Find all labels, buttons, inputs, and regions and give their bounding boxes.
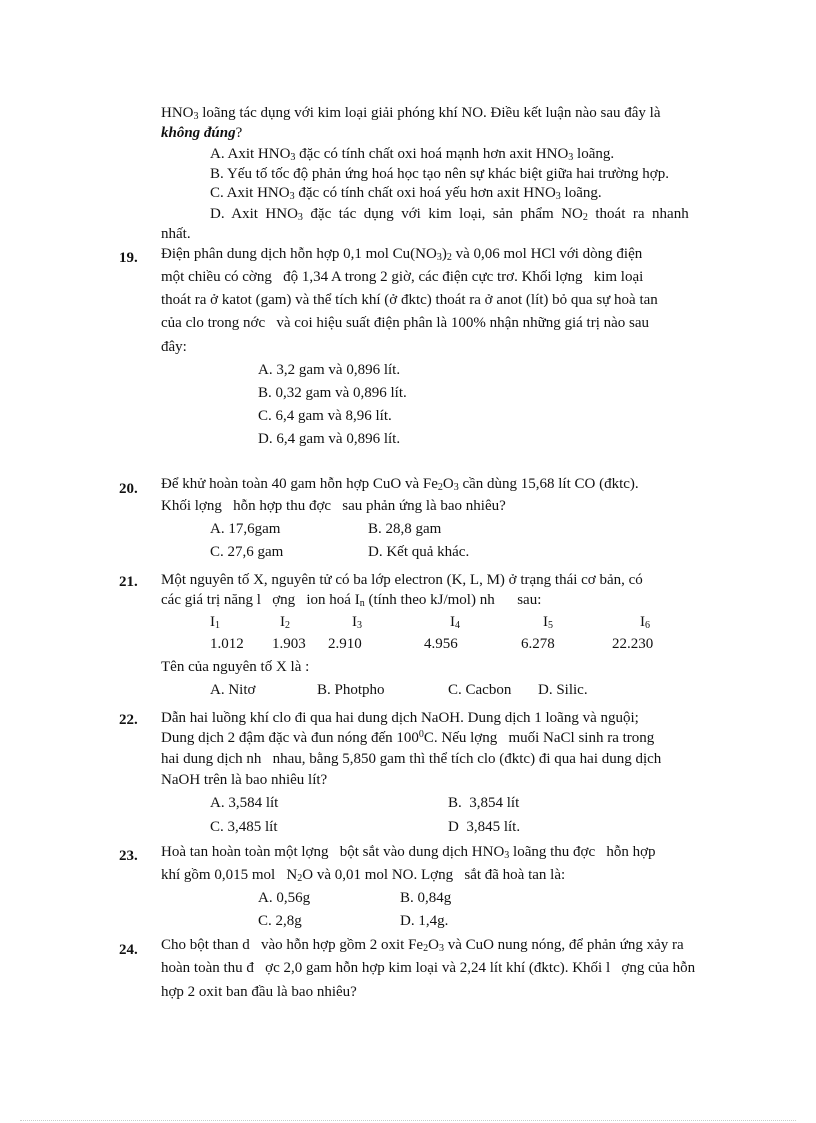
ionization-value-5: 6.278 <box>521 636 555 652</box>
q23-option-c: C. 2,8g <box>258 913 302 929</box>
q23-line2: khí gồm 0,015 mol $N_2O$ và 0,01 mol NO. Lợng sắt đã hoà tan là: <box>161 867 566 884</box>
q21-option-b: B. Photpho <box>317 682 385 698</box>
q18-option-d-line2: nhất. <box>161 226 191 242</box>
q22-option-c: C. 3,485 lít <box>210 819 278 835</box>
q21-line2: các giá trị năng l ợng ion hoá $I_n$ (tính theo kJ/mol) nh sau: <box>161 592 542 609</box>
q18-stem-line1: $HNO_3$ loãng tác dụng với kim loại giải phóng khí NO. Điều kết luận nào sau đây là <box>161 105 661 122</box>
q24-number: 24. <box>119 942 138 958</box>
q23-option-a: A. 0,56g <box>258 890 311 906</box>
q24-line3: hợp 2 oxit ban đầu là bao nhiêu? <box>161 984 357 1000</box>
ionization-header-1: $I_1$ <box>210 614 220 631</box>
q18-option-d: D. Axit $HNO_3$ đặc tác dụng với kim loại, sản phẩm $NO_2$ thoát ra nhanh <box>210 206 689 223</box>
q23-line1: Hoà tan hoàn toàn một lợng bột sắt vào dung dịch $HNO_3$ loãng thu đợc hỗn hợp <box>161 844 656 861</box>
q19-line4: của clo trong nớc và coi hiệu suất điện phân là 100% nhận những giá trị nào sau <box>161 315 650 331</box>
q19-option-a: A. 3,2 gam và 0,896 lít. <box>258 362 401 378</box>
q21-option-d: D. Silic. <box>538 682 588 698</box>
q19-option-c: C. 6,4 gam và 8,96 lít. <box>258 408 392 424</box>
q21-option-c: C. Cacbon <box>448 682 512 698</box>
q21-line1: Một nguyên tố X, nguyên tử có ba lớp electron (K, L, M) ở trạng thái cơ bản, có <box>161 572 643 588</box>
q23-number: 23. <box>119 848 138 864</box>
q18-stem-line2: không đúng? <box>161 125 243 141</box>
ionization-value-2: 1.903 <box>272 636 306 652</box>
q24-line2: hoàn toàn thu đ ợc 2,0 gam hỗn hợp kim loại và 2,24 lít khí (đktc). Khối l ợng của hỗn <box>161 960 696 976</box>
q22-line3: hai dung dịch nh nhau, bằng 5,850 gam thì thể tích clo (đktc) đi qua hai dung dịch <box>161 751 662 767</box>
q22-line4: NaOH trên là bao nhiêu lít? <box>161 772 328 788</box>
q18-option-c: C. Axit $HNO_3$ đặc có tính chất oxi hoá yếu hơn axit $HNO_3$ loãng. <box>210 185 602 202</box>
q22-line2: Dung dịch 2 đậm đặc và đun nóng đến $100^0C$. Nếu lợng muối NaCl sinh ra trong <box>161 729 655 746</box>
q23-option-b: B. 0,84g <box>400 890 452 906</box>
q20-option-d: D. Kết quả khác. <box>368 544 470 560</box>
q20-line1: Để khử hoàn toàn 40 gam hỗn hợp CuO và $Fe_2O_3$ cần dùng 15,68 lít CO (đktc). <box>161 476 639 493</box>
q21-number: 21. <box>119 574 138 590</box>
q22-line1: Dẫn hai luồng khí clo đi qua hai dung dịch NaOH. Dung dịch 1 loãng và nguội; <box>161 710 639 726</box>
q20-number: 20. <box>119 481 138 497</box>
ionization-value-6: 22.230 <box>612 636 654 652</box>
q19-option-d: D. 6,4 gam và 0,896 lít. <box>258 431 401 447</box>
q20-line2: Khối lợng hỗn hợp thu đợc sau phản ứng là bao nhiêu? <box>161 498 506 514</box>
ionization-header-3: $I_3$ <box>352 614 362 631</box>
q19-option-b: B. 0,32 gam và 0,896 lít. <box>258 385 407 401</box>
q21-option-a: A. Nitơ <box>210 682 256 698</box>
q23-option-d: D. 1,4g. <box>400 913 449 929</box>
q20-option-c: C. 27,6 gam <box>210 544 284 560</box>
q19-line3: thoát ra ở katot (gam) và thể tích khí (ở đktc) thoát ra ở anot (lít) bỏ qua sự hoà tan <box>161 292 658 308</box>
q20-option-b: B. 28,8 gam <box>368 521 442 537</box>
page-bottom-rule <box>20 1120 796 1121</box>
ionization-value-4: 4.956 <box>424 636 458 652</box>
q20-option-a: A. 17,6gam <box>210 521 281 537</box>
q18-option-b: B. Yếu tố tốc độ phản ứng hoá học tạo nên sự khác biệt giữa hai trường hợp. <box>210 166 669 182</box>
ionization-value-3: 2.910 <box>328 636 362 652</box>
q22-number: 22. <box>119 712 138 728</box>
ionization-header-6: $I_6$ <box>640 614 650 631</box>
q22-option-b: B. 3,854 lít <box>448 795 520 811</box>
q21-question: Tên của nguyên tố X là : <box>161 659 310 675</box>
q22-option-d: D 3,845 lít. <box>448 819 521 835</box>
q19-line1: Điện phân dung dịch hỗn hợp 0,1 mol $Cu(NO_3)_2$ và 0,06 mol HCl với dòng điện <box>161 246 643 263</box>
q19-line5: đây: <box>161 339 187 355</box>
q24-line1: Cho bột than d vào hỗn hợp gồm 2 oxit $Fe_2O_3$ và CuO nung nóng, để phản ứng xảy ra <box>161 937 684 954</box>
ionization-header-5: $I_5$ <box>543 614 553 631</box>
ionization-header-4: $I_4$ <box>450 614 460 631</box>
ionization-value-1: 1.012 <box>210 636 244 652</box>
q22-option-a: A. 3,584 lít <box>210 795 279 811</box>
q19-number: 19. <box>119 250 138 266</box>
q19-line2: một chiều có cờng độ 1,34 A trong 2 giờ, các điện cực trơ. Khối lợng kim loại <box>161 269 644 285</box>
ionization-header-2: $I_2$ <box>280 614 290 631</box>
q18-option-a: A. Axit $HNO_3$ đặc có tính chất oxi hoá mạnh hơn axit $HNO_3$ loãng. <box>210 146 615 163</box>
